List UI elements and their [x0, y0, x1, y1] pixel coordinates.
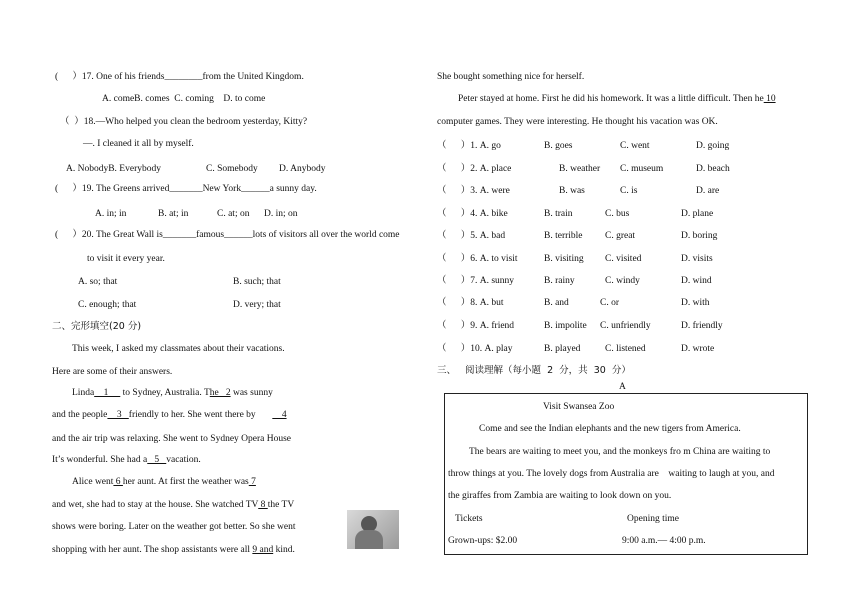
passage-line: Alice went 6 her aunt. At first the weather was 7 — [72, 477, 256, 487]
choice-8-option-a: （ ）8. A. but — [437, 298, 504, 308]
blank-10: 10 — [763, 94, 776, 104]
passage-line: and wet, she had to stay at the house. She watched TV 8 the TV — [52, 500, 295, 510]
choice-8-option-b: B. and — [544, 298, 569, 308]
question-20-option-d: D. very; that — [233, 300, 281, 310]
question-18: （ ）18.—Who helped you clean the bedroom yesterday, Kitty? — [60, 117, 308, 127]
blank-1: 1 — [94, 388, 121, 398]
question-19-option-a: A. in; in — [95, 209, 127, 219]
question-20-option-a: A. so; that — [78, 277, 118, 287]
choice-3-option-c: C. is — [620, 186, 638, 196]
passage-line: Linda 1 to Sydney, Australia. The 2 was sunny — [72, 388, 273, 398]
blank-3: 3 — [107, 410, 129, 420]
question-18-answer-line: —. I cleaned it all by myself. — [83, 139, 194, 149]
choice-1-option-a: （ ）1. A. go — [437, 141, 501, 151]
choice-5-option-c: C. great — [605, 231, 636, 241]
choice-1-option-d: D. going — [696, 141, 730, 151]
grownups-price: Grown-ups: $2.00 — [448, 536, 518, 546]
zoo-text: The bears are waiting to meet you, and the monkeys fro m China are waiting to — [469, 447, 771, 457]
passage-line: It’s wonderful. She had a 5 vacation. — [52, 455, 201, 465]
choice-3-option-a: （ ）3. A. were — [437, 186, 510, 196]
choice-7-option-c: C. windy — [605, 276, 640, 286]
question-20-line2: to visit it every year. — [87, 254, 165, 264]
choice-10-option-c: C. listened — [605, 344, 646, 354]
choice-6-option-d: D. visits — [681, 254, 713, 264]
choice-8-option-c: C. or — [600, 298, 619, 308]
choice-6-option-a: （ ）6. A. to visit — [437, 254, 518, 264]
zoo-text: Come and see the Indian elephants and the new tigers from America. — [479, 424, 741, 434]
passage-line: shows were boring. Later on the weather got better. So she went — [52, 522, 296, 532]
choice-4-option-d: D. plane — [681, 209, 714, 219]
choice-3-option-d: D. are — [696, 186, 720, 196]
passage-paragraph: This week, I asked my classmates about their vacations. — [72, 344, 285, 354]
question-18-option-a: A. NobodyB. Everybody — [66, 164, 161, 174]
passage-line: and the air trip was relaxing. She went to Sydney Opera House — [52, 434, 292, 444]
choice-1-option-c: C. went — [620, 141, 650, 151]
question-19-option-d: D. in; on — [264, 209, 298, 219]
section-3-title: 三、 阅读理解（每小题 2 分，共 30 分） — [437, 365, 631, 376]
tickets-label: Tickets — [455, 514, 483, 524]
blank-9: 9 and — [252, 545, 274, 555]
question-18-option-c: C. Somebody — [206, 164, 258, 174]
passage-paragraph: Here are some of their answers. — [52, 367, 173, 377]
choice-2-option-a: （ ）2. A. place — [437, 164, 512, 174]
choice-9-option-c: C. unfriendly — [600, 321, 651, 331]
section-2-title: 二、完形填空(20 分) — [52, 321, 142, 332]
passage-line: computer games. They were interesting. He thought his vacation was OK. — [437, 117, 718, 127]
choice-4-option-a: （ ）4. A. bike — [437, 209, 508, 219]
choice-2-option-d: D. beach — [696, 164, 730, 174]
choice-9-option-d: D. friendly — [681, 321, 723, 331]
choice-9-option-a: （ ）9. A. friend — [437, 321, 515, 331]
opening-hours: 9:00 a.m.— 4:00 p.m. — [622, 536, 706, 546]
question-20-option-b: B. such; that — [233, 277, 281, 287]
choice-5-option-a: （ ）5. A. bad — [437, 231, 506, 241]
passage-line: Peter stayed at home. First he did his homework. It was a little difficult. Then he 10 — [458, 94, 776, 104]
choice-1-option-b: B. goes — [544, 141, 573, 151]
blank-4: 4 — [272, 410, 287, 420]
choice-8-option-d: D. with — [681, 298, 710, 308]
question-19-option-c: C. at; on — [217, 209, 250, 219]
girl-photo — [347, 510, 399, 549]
passage-a-label: A — [619, 382, 626, 392]
question-17: ( ）17. One of his friends________from the United Kingdom. — [55, 72, 304, 82]
opening-time-label: Opening time — [627, 514, 679, 524]
zoo-text: the giraffes from Zambia are waiting to look down on you. — [448, 491, 672, 501]
choice-4-option-c: C. bus — [605, 209, 630, 219]
question-20: ( ）20. The Great Wall is_______famous______lots of visitors all over the world come — [55, 230, 400, 240]
blank-8: 8 — [258, 500, 268, 510]
blank-2: he 2 — [209, 388, 231, 398]
question-20-option-c: C. enough; that — [78, 300, 137, 310]
zoo-text: throw things at you. The lovely dogs from Australia are waiting to laugh at you, and — [448, 469, 775, 479]
passage-line: and the people 3 friendly to her. She went there by 4 — [52, 410, 287, 420]
choice-9-option-b: B. impolite — [544, 321, 587, 331]
choice-7-option-b: B. rainy — [544, 276, 575, 286]
question-19-option-b: B. at; in — [158, 209, 189, 219]
zoo-title: Visit Swansea Zoo — [543, 402, 615, 412]
choice-5-option-b: B. terrible — [544, 231, 583, 241]
choice-2-option-b: B. weather — [559, 164, 601, 174]
choice-6-option-c: C. visited — [605, 254, 642, 264]
choice-4-option-b: B. train — [544, 209, 573, 219]
choice-5-option-d: D. boring — [681, 231, 718, 241]
choice-7-option-d: D. wind — [681, 276, 712, 286]
choice-3-option-b: B. was — [559, 186, 585, 196]
choice-10-option-d: D. wrote — [681, 344, 715, 354]
passage-line: shopping with her aunt. The shop assistants were all 9 and kind. — [52, 545, 295, 555]
blank-6: 6 — [113, 477, 123, 487]
choice-6-option-b: B. visiting — [544, 254, 584, 264]
blank-7: 7 — [248, 477, 256, 487]
question-19: ( ）19. The Greens arrived_______New York______a sunny day. — [55, 184, 317, 194]
choice-2-option-c: C. museum — [620, 164, 664, 174]
question-18-option-d: D. Anybody — [279, 164, 326, 174]
choice-10-option-b: B. played — [544, 344, 581, 354]
blank-5: 5 — [147, 455, 167, 465]
choice-7-option-a: （ ）7. A. sunny — [437, 276, 515, 286]
question-17-options: A. comeB. comes C. coming D. to come — [102, 94, 266, 104]
passage-line: She bought something nice for herself. — [437, 72, 585, 82]
choice-10-option-a: （ ）10. A. play — [437, 344, 513, 354]
